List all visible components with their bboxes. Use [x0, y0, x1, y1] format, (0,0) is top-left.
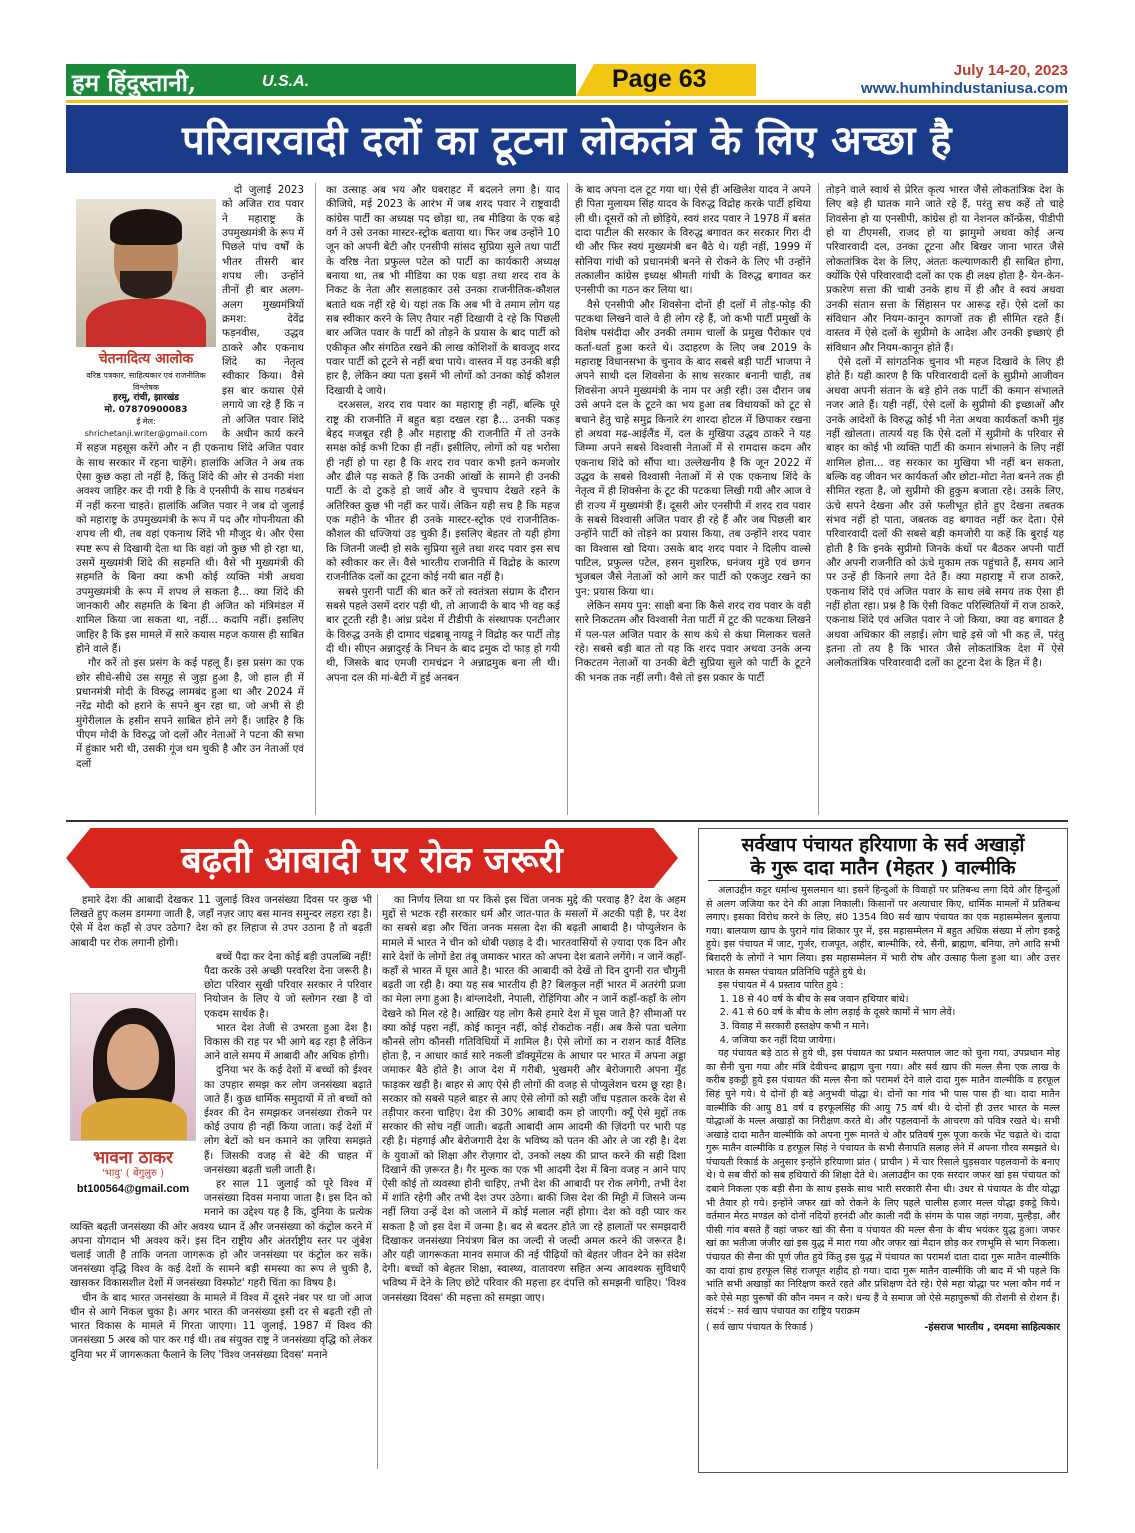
article3-headline-line1: सर्वखाप पंचायत हरियाणा के सर्व अखाड़ों	[741, 834, 1025, 856]
article2-column-2	[382, 894, 686, 1469]
author-card	[70, 993, 196, 1207]
author-phone: मो. 07870900083	[104, 404, 188, 415]
paragraph: गौर करें तो इस प्रसंग के कई पहलू हैं। इस प्रसंग का एक छोर सीधे-सीधे उस समूह से जुड़ा हुआ है, जो हाल ही में प्रधानमंत्री मोदी के विरुद्ध लामबंद हुआ था और 2024 में नरेंद्र मोदी को हराने के सपने बुन रहा था, जो अभी से ही मुंगेरीलाल के हसीन सपने साबित होने लगे हैं। जाहिर है कि पीएम मोदी के विरुद्ध जो दलों और नेताओं ने पटना की सभा में हुंकार भरी थी, उसकी गूंज थम चुकी है और उन नेताओं एवं दलों	[76, 657, 304, 770]
author-photo	[76, 199, 216, 347]
masthead-rule	[66, 100, 1068, 103]
paragraph: ऐसे दलों में सांगठनिक चुनाव भी महज दिखावे के लिए ही होते हैं। यही कारण है कि परिवारवादी दलों के सुप्रीमो आजीवन अथवा अपनी संतान के बड़े होने तक पार्टी की कमान संभालते नजर आते हैं। यही नहीं, ऐसे दलों के सुप्रीमो की इच्छाओं और उनके आदेशों के विरुद्ध कोई भी नेता अथवा कार्यकर्ता कभी मुंह नहीं खोलता। तात्पर्य यह कि ऐसे दलों में सुप्रीमो के परिवार से बाहर का कोई भी व्यक्ति पार्टी की कमान संभालने के लिए नहीं शामिल होता... वह सरकार का मुखिया भी नहीं बन सकता, बल्कि वह जीवन भर कार्यकर्ता और छोटा-मोटा नेता बनने तक ही सीमित रहता है, जो सुप्रीमो की हुकुम बजाता रहे। उसके लिए, ऊंचे सपने देखना और उसे फलीभूत होते हुए देखना तबतक संभव नहीं हो पाता, जबतक वह बगावत नहीं कर देता। ऐसे परिवारवादी दलों की सबसे बड़ी कमजोरी या कहें कि बुराई यह होती है कि इनके सुप्रीमो जिनके कंधों पर बैठकर अपनी पार्टी और अपनी राजनीति को ऊंचे मुकाम तक पहुंचाते हैं, समय आने पर उन्हें ही किनारे लगा देते हैं। क्या महाराष्ट्र में राज ठाकरे, एकनाथ शिंदे एवं अजित पवार के साथ लंबे समय तक ऐसा ही नहीं होता रहा। प्रश्न है कि ऐसी विकट परिस्थितियों में राज ठाकरे, एकनाथ शिंदे एवं अजित पवार ने जो किया, क्या वह बगावत है अथवा अधिकार की लड़ाई। लोग चाहे इसे जो भी कह लें, परंतु इतना तो तय है कि भारत जैसे लोकतांत्रिक देश में ऐसे अलोकतांत्रिक परिवारवादी दलों का टूटना देश के हित में है।	[826, 356, 1064, 670]
paragraph: यह पंचायत बड़े ठाठ से हुये थी, इस पंचायत का प्रधान मस्तपाल जाट को चुना गया, उपप्रधान मोह का सैनी चुना गया और मंत्रि देवीचन्द ब्राह्मण चुना गया। और सर्व खाप की मल्ल सैना एक लाख के करीब इकट्ठी हुये इस पंचायत की मल्ल सैना को परामर्श देने वाले दादा गुरू मातैन वाल्मीकि व हरफूल सिहं चुने गये। ये दोनों ही बड़े अनुभवी योद्धा थे। दोनों का गांव भी पास पास ही था। दादा मातैन वाल्मीकि की आयु 81 वर्ष व हरफूलसिंह की आयु 75 वर्ष थी। ये दोनों ही उत्तर भारत के मल्ल योद्धाओं के मल्ल अखाड़ों का निरीक्षण करते थे। और पहलवानों के आचरण को पवित्र रखते थे। सभी अखाड़े दादा मातैन वाल्मीकि को अपना गुरू मानते थे और प्रतिवर्ष गुरू पूजा करके भेंट चढ़ाते थे। दादा गुरू मातैन वाल्मीकि व हरफूल सिहं ने पंचायत के सभी सैनापति सलाह लेने में अपना गौरव समझते थे। पंचायती रिकार्ड के अनुसार इन्होंने हरियाणा प्रांत ( प्राचीन ) में चार रिसाले घुड़सवार पहलवानों के बनाए थे। ये सब वीरों को सब हथियारों की शिक्षा देते थे। अलाउद्दीन का एक सरदार जफर खां इस पंचायत को दबाने निकला एक बड़ी सैना के साथ इसके साथ भारी सरकारी सैना थी। उधर से पंचायत के वीर योद्धा भी तैयार हो गये। इन्होंने जफर खां को रोकने के लिए पहले चालीस हजार मल्ल योद्धा इकट्ठे किये। वर्तमान मेरठ मण्डल को दोनों नदियों हरनंदी और काली नदी के संगम के पास जहां नगवा, मुल्हैड़ा, और पीसी गांव बसते हैं वहां जफर खां की सैना व पंचायत की मल्ल सैना के बीच भयंकर युद्ध हुआ। जफर खां का भतीजा जंजीर खां इस युद्ध में मारा गया और जफर खां मैदान छोड़ कर रणभूमि से भाग निकला। पंचायत की सैना की पूर्ण जीत हुये किंतु इस युद्ध में पंचायत का परामर्श दाता दादा गुरू मातैन वाल्मीकि का दायां हाथ हरफूल सिहं राजपूत शहीद हो गया। दादा गुरू मातैन वाल्मीकि जी बाद में भी पहले कि भांति सभी अखाड़ों का निरिक्षण करते रहते और प्रशिक्षण देते रहे। ऐसे महा योद्धा पर भला कौन गर्व न करे ऐसे महा पुरूषों की कौन नमन न करे। धन्य हैं वे समाज जो ऐसे महापुरूषों की रोशनी से रोशन हैं। संदर्भ :- सर्व खाप पंचायत का राष्ट्रिय पराक्रम	[706, 1048, 1060, 1318]
paragraph: हमारे देश की आबादी देखकर 11 जुलाई विश्व जनसंख्या दिवस पर कुछ भी लिखते हुए कलम डगमगा जाती है, जहाँ नज़र जाए बस मानव समुन्दर लहरा रहा है। ऐसे में देश कहाँ से उपर उठेगा? देश को हर लिहाज से उपर उठाना है तो बढ़ती आबादी पर रोक लगानी होगी।	[70, 895, 372, 949]
list-item: 3. विवाह में सरकारी हस्तक्षेप कभी न माने।	[732, 1020, 1060, 1034]
byline: -हंसराज भारतीय , दमदमा साहित्यकार	[924, 1322, 1060, 1333]
section-divider	[66, 820, 1068, 822]
paragraph: भारत देश तेजी से उभरता हुआ देश है। विकास की राह पर भी आगे बढ़ रहा है लेकिन आने वाले समय में आबादी और अधिक होगी।	[204, 1022, 372, 1063]
paragraph: चीन के बाद भारत जनसंख्या के मामले में विश्व में दूसरे नंबर पर था जो आज चीन से आगे निकल चुका है। अगर भारत की जनसंख्या इसी दर से बढ़ती रही तो भारत विकास के मामले में गिरता जाएगा। 11 जुलाई, 1987 में विश्व की जनसंख्या 5 अरब को पार कर गई थी। तब संयुक्त राष्ट्र ने जनसंख्या वृद्धि को लेकर दुनिया भर में जागरूकता फैलाने के लिए 'विश्व जनसंख्या दिवस' मनाने	[70, 1292, 372, 1361]
article2-column-1	[70, 894, 372, 1469]
paragraph: बच्चें पैदा कर देना कोई बड़ी उपलब्धि नहीं! पैदा करके उसे अच्छी परवरिश देना जरूरी है। छोटा परिवार सुखी परिवार सरकार ने परिवार नियोजन के लिए ये जो स्लोगन रखा है वो एकदम सार्थक है।	[204, 951, 372, 1020]
page-number: Page 63	[612, 65, 707, 93]
list-item: 4. जजिया कर नहीं दिया जायेगा।	[732, 1034, 1060, 1048]
paragraph: दो जुलाई 2023 को अजित राव पवार ने महाराष्ट्र के उपमुख्यमंत्री के रूप में पिछले पांच वर्षों के भीतर तीसरी बार शपथ ली। उन्होंने तीनों ही बार अलग-अलग मुख्यमंत्रियों क्रमश: देवेंद्र फड़नवीस, उद्धव ठाकरे और एकनाथ शिंदे का नेतृत्व स्वीकार किया। वैसे इस बार कयास ऐसे लगाये जा रहे हैं कि न तो अजित पवार शिंदे के अधीन कार्य करने में सहज महसूस करेंगे और न ही एकनाथ शिंदे अजित पवार के साथ सरकार में रहना चाहेंगे। हालांकि अजित ने अब तक ऐसा कुछ कहा तो नहीं है, किंतु शिंदे की ओर से उनकी मंशा अवश्य जाहिर कर दी गयी है कि वे एनसीपी के साथ गठबंधन में नहीं करना चाहते। हालांकि अजित पवार ने जब दो जुलाई को महाराष्ट्र के उपमुख्यमंत्री के रूप में पद और गोपनीयता की शपथ ली थी, तब वहां एकनाथ शिंदे भी मौजूद थे। और ऐसा स्पष्ट रूप से दिखायी देता था कि वहां जो कुछ भी हो रहा था, उसमें मुख्यमंत्री शिंदे की सहमति थी। वैसे भी मुख्यमंत्री की सहमति के बिना क्या कभी कोई व्यक्ति मंत्री अथवा उपमुख्यमंत्री के रूप में शपथ ले सकता है... क्या शिंदे की जानकारी और सहमति के बिना ही अजित को मंत्रिमंडल में शामिल किया जा सकता था, नहीं... कदापि नहीं। इसलिए जाहिर है कि इस मामले में सारे कयास महज कयास ही साबित होने वाले हैं।	[76, 184, 304, 655]
source-note: ( सर्व खाप पंचायत के रिकार्ड )	[706, 1322, 814, 1333]
article1-headline: परिवारवादी दलों का टूटना लोकतंत्र के लिए अच्छा है	[181, 118, 952, 164]
article1-column-1	[76, 183, 304, 815]
list-item: 2. 41 से 60 वर्ष के बीच के लोग लड़ाई के दूसरे कामों में भाग लेवें।	[732, 1006, 1060, 1020]
masthead	[66, 64, 1068, 100]
paragraph: अलाउद्दीन कट्टर धर्मान्ध मुसलमान था। इसने हिन्दुओं के विवाहों पर प्रतिबन्ध लगा दिये और हिन्दुओं से अलग जजिया कर देने की आज्ञा निकाली। किसानों पर अत्याचार किए, धार्मिक मामलों में प्रतिबन्ध लगाए। इसका विरोध करने के लिए, सं0 1354 वि0 सर्व खाप पंचायत का एक महासम्मेलन बुलाया गया। बालयाण खाप के पुराने गांव शिकार पुर में, इस महासम्मेलन में बहुत अधिक संख्या में लोग इकट्ठे हुये। इस पंचायत में जाट, गुर्जर, राजपूत, अहीर, बाल्मीकि, रवे, सैनी, ब्राह्मण, बनिया, तगे आदि सभी बिरादरी के लोगों ने भाग लिया। इस महासम्मेलन में भारी रोष और उत्साह फैला हुआ था। और उत्तर भारत के समस्त पंचायत प्रतिनिधि पहुँते हुये थे।	[706, 885, 1060, 978]
author-name: भावना ठाकर	[93, 1147, 173, 1168]
author-name: चेतनादित्य आलोक	[98, 351, 194, 367]
paragraph: लेकिन समय पुन: साक्षी बना कि कैसे शरद राव पवार के वही सारे निकटतम और विश्वासी नेता पार्टी में टूट की पटकथा लिखने में पल-पल अजित पवार के साथ कंधे से कंधा मिलाकर चलते रहे। सबसे बड़ी बात तो यह कि शरद पवार अथवा उनके अन्य निकटतम नेताओं या उनकी बेटी सुप्रिया सुले को पार्टी के टूटने की भनक तक नहीं लगी। वैसे तो इस प्रकार के पार्टी	[575, 599, 811, 684]
author-email: ई मेल: shrichetanji.writer@gmail.com	[84, 417, 208, 438]
article3-headline-line2: के गुरू दादा मातैन (मेहतर ) वाल्मीकि	[750, 857, 1016, 879]
article1-column-3	[575, 183, 811, 815]
paragraph: वैसे एनसीपी और शिवसेना दोनों ही दलों में तोड़-फोड़ की पटकथा लिखने वाले वे ही लोग रहे हैं, जो कभी पार्टी प्रमुखों के विशेष पसंदीदा और उनकी तमाम चालों के प्रमुख पैरोकार एवं कर्ता-धर्ता हुआ करते थे। उदाहरण के लिए जब 2019 के महाराष्ट्र विधानसभा के चुनाव के बाद सबसे बड़ी पार्टी भाजपा ने अपने साथी दल शिवसेना के साथ सरकार बनानी चाही, तब शिवसेना अपने मुख्यमंत्री के नाम पर अड़ी रही। उस दौरान जब उसे अपने दल के टूटने का भय हुआ तब विधायकों को टूट से बचाने हेतु चाहे समुद्र किनारे रंग शारदा होटल में छिपाकर रखना हो अथवा मढ-आईलैंड में, दल के मुखिया उद्धव ठाकरे ने यह जिम्मा अपने सबसे विश्वासी नेताओं में से रामदास कदम और एकनाथ शिंदे को सौंपा था। उल्लेखनीय है कि जून 2022 में उद्धव के सबसे विश्वासी नेताओं में से एक एकनाथ शिंदे के नेतृत्व में ही शिवसेना के टूट की पटकथा लिखी गयी और आज वे ही राज्य में मुख्यमंत्री हैं। दूसरी ओर एनसीपी में शरद राव पवार के सबसे विश्वासी अजित पवार ही रहे हैं और जब पिछली बार उन्होंने पार्टी को तोड़ने का प्रयास किया, तब उन्होंने शरद पवार का विश्वास खो दिया। उसके बाद शरद पवार ने दिलीप वाल्से पाटिल, प्रफुल्ल पटेल, हसन मुशरिफ, धनंजय मुंडे एवं छगन भुजबल जैसे नेताओं को आगे कर पार्टी को एकजुट रखने का पुन: प्रयास किया था।	[575, 298, 811, 598]
author-email: bt100564@gmail.com	[76, 1182, 190, 1195]
paragraph: दरअसल, शरद राव पवार का महाराष्ट्र ही नहीं, बल्कि पूरे राष्ट्र की राजनीति में बहुत बड़ा दखल रहा है... उनकी पकड़ बेहद मजबूत रही है और महाराष्ट्र की राजनीति में तो उनके समक्ष कोई कभी टिका ही नहीं। इसीलिए, लोगों को यह भरोसा ही नहीं हो पा रहा है कि शरद राव पवार कभी इतने कमजोर और ढीले पड़ सकते हैं कि उनकी आंखों के सामने ही उनकी पार्टी के दो टुकड़े हो जायें और वे चुपचाप देखते रहने के अतिरिक्त कुछ भी नहीं कर पायें। लेकिन यही सच है कि महज एक महीने के भीतर ही उनके मास्टर-स्ट्रोक एवं राजनीतिक-कौशल की धज्जियां उड़ चुकी हैं। इसलिए बेहतर तो यही होगा कि जितनी जल्दी हो सके सुप्रिया सुले तथा शरद पवार इस सच को स्वीकार कर लें। वैसे भारतीय राजनीति में विद्रोह के कारण राजनीतिक दलों का टूटना कोई नयी बात नहीं है।	[326, 399, 560, 584]
issue-date: July 14-20, 2023	[953, 62, 1068, 79]
article3-footer	[706, 1321, 1060, 1335]
paragraph: हर साल 11 जुलाई को पूरे विश्व में जनसंख्या दिवस मनाया जाता है। इस दिन को मनाने का उद्देश्य यह है कि, दुनिया के प्रत्येक व्यक्ति बढ़ती जनसंख्या की ओर अवश्य ध्यान दें और जनसंख्या को कंट्रोल करने में अपना योगदान भी अवश्य करें। इस दिन राष्ट्रीय और अंतर्राष्ट्रीय स्तर पर जुंबेश चलाई जाती है ताकि जनता जागरूक हो और जनसंख्या पर कंट्रोल कर सकें। जनसंख्या वृद्धि विश्व के कई देशों के सामने बड़ी समस्या का रूप ले चुकी है, खासकर विकासशील देशों में जनसंख्या विस्फोट' गहरी चिंता का विषय है।	[70, 1179, 372, 1290]
author-details	[76, 370, 216, 439]
author-role: वरिष्ठ पत्रकार, साहित्यकार एवं राजनीतिक विश्लेषक	[86, 371, 206, 392]
article2-headline: बढ़ती आबादी पर रोक जरूरी	[181, 840, 563, 881]
brand-suffix: U.S.A.	[262, 73, 310, 90]
paragraph: सबसे पुरानी पार्टी की बात करें तो स्वतंत्रता संग्राम के दौरान सबसे पहले उसमें दरार पड़ी थी, तो आजादी के बाद भी वह कई बार टूटती रही है। आंध्र प्रदेश में टीडीपी के संस्थापक एनटीआर के विरुद्ध उनके ही दामाद चंद्रबाबू नायडू ने विद्रोह कर पार्टी तोड़ दी थी। सीएन अन्नादुरई के निधन के बाद द्रमुक दो फाड़ हो गयी थी, जिसके बाद एमजी रामचंद्रन ने अन्नाद्रमुक बना ली थी। अपना दल की मां-बेटी में हुई अनबन	[326, 585, 560, 684]
column-divider	[567, 183, 568, 815]
article1-column-2	[326, 183, 560, 815]
headline-band	[66, 105, 1068, 173]
article3-headline	[698, 834, 1068, 880]
paragraph: का उत्साह अब भय और घबराहट में बदलने लगा है। याद कीजिये, मई 2023 के आरंभ में जब शरद पवार ने राष्ट्रवादी कांग्रेस पार्टी का अध्यक्ष पद छोड़ा था, तब मीडिया के एक बड़े वर्ग ने उसे उनका मास्टर-स्ट्रोक बताया था। फिर जब उन्होंने 10 जून को अपनी बेटी और एनसीपी सांसद सुप्रिया सुले तथा पार्टी के वरिष्ठ नेता प्रफुल्ल पटेल को पार्टी का कार्यकारी अध्यक्ष बनाया था, तब भी मीडिया का एक धड़ा तथा शरद राव के निकट के नेता और सलाहकार उसे उनका राजनीतिक-कौशल बताते थक नहीं रहे थे। यहां तक कि अब भी वे तमाम लोग यह सब स्वीकार करने के लिए तैयार नहीं दिखायी दे रहे कि पिछली बार अजित पवार के पार्टी को तोड़ने के प्रयास के बाद पार्टी को एकीकृत और संगठित रखने की लाख कोशिशों के बावजूद शरद पवार पार्टी को टूटने से नहीं बचा पाये। वास्तव में यह उनकी बड़ी हार है, लेकिन क्या पता इसमें भी लोगों को उनका कोई कौशल दिखायी दे जाये।	[326, 184, 560, 397]
author-photo	[70, 993, 196, 1141]
author-place: हरमू, रांची, झारखंड	[113, 393, 179, 403]
column-divider	[377, 894, 378, 1469]
article3-body	[706, 884, 1060, 1464]
headline-underline	[708, 880, 1058, 881]
author-card	[76, 199, 216, 438]
website-link[interactable]: www.humhindustaniusa.com	[861, 80, 1068, 97]
author-city: 'भावु' ( बेंगुलुरु )	[101, 1167, 165, 1179]
paragraph: दुनिया भर के कई देशों में बच्चों को ईश्वर का उपहार समझ कर लोग जनसंख्या बढ़ाते जाते हैं। कुछ धार्मिक समुदायों में तो बच्चों को ईश्वर की देन समझकर जनसंख्या रोकने पर कोई उपाय ही नहीं किया जाता। कई देशों में लोग बेटों को धन कमाने का ज़रिया समझते हैं। जिसकी वजह से बेटे की चाहत में जनसंख्या बढ़ती चली जाती है।	[204, 1065, 372, 1176]
article1-column-4	[826, 183, 1064, 815]
resolutions-intro: इस पंचायत में 4 प्रस्ताव पारित हुये :	[718, 980, 844, 992]
paragraph: का निर्णय लिया था पर किसे इस चिंता जनक मुद्दे की परवाह है? देश के अहम मुद्दों से भटक रही सरकार धर्म और जात-पात के मसलों में अटकी पड़ी है, पर देश का सबसे बड़ा और चिंता जनक मसला देश की बढ़ती आबादी है। पोप्युलेशन के मामले में भारत ने चीन को धोबी पछाड़ दे दी। भारतवासियों से ज़्यादा एक दिन और सारे देशों के लोगों डेरा तंबू जमाकर भारत को अपना देश बताने लगेंगे। न जानें कहाँ-कहाँ से भारत में घूस आते है। भारत की आबादी को देखें तो दिन दुगनी रात चौगुनी बढ़ती जा रही है। क्या यह सब भारतीय ही है? बिलकुल नहीं भारत में अतरंगी प्रजा का मेला लगा हुआ है। बांग्लादेशी, नेपाली, रोहिंगिया और न जानें कहाँ-कहाँ के लोग देखने को मिल रहे है। आख़िर यह लोग कैसे हमारे देश में घूस जाते है? सीमाओं पर क्या कोई पहरा नहीं, कोई कानून नहीं, कोई रोकटोक नहीं। अब कैसे पता चलेगा कौनसे लोग कौनसी गतिविधियों में शामिल है। ऐसे लोगों का न राशन कार्ड वैलिड होता है, न आधार कार्ड सारे नकली डॉक्यूमेंटस के आधार पर भारत में अपना अड्डा जमाकर बैठे होते है। आज देश में गरीबी, भुखमरी और बेरोजगारी अपना मुँह फाड़कर खड़ी है। बाहर से आए ऐसे ही लोगों की वजह से पोप्युलेशन चरम छू रहा है। सरकार को सबसे पहले बाहर से आए ऐसे लोगों को सही जाँच पड़ताल करके देश से तड़ीपार करना चाहिए। देश की 30% आबादी कम हो जाएगी। क्यूँ ऐसे मुद्दों तक सरकार की सोच नहीं जाती। बढ़ती आबादी आम आदमी की ज़िंदगी पर भारी पड़ रही है। मंहगाई और बेरोजगारी देश के भविष्य को पतन की ओर ले जा रही है। देश के युवाओं को शिक्षा और रोज़गार दो, उनको लक्ष्य की प्राप्त करने की सही दिशा दिखाने की ज़रूरत है। गैर मुल्क का एक भी आदमी देश में बिना वजह न आने पाए ऐसी कोई तो व्यवस्था होनी चाहिए, तभी देश की आबादी पर रोक लगेगी, तभी देश में शांति रहेगी और तभी देश उपर उठेगा। बाकी जिस देश की मिट्टी में जिसने जन्म नहीं लिया उन्हें देश को जलाने में कोई मलाल नहीं होगा। देश को वही प्यार कर सकता है जो इस देश में जन्मा है। बद से बदतर होते जा रहे हालातों पर समझदारी दिखाकर जनसंख्या नियंत्रण बिल का जल्दी से जल्दी अमल करने की जरूरत है। और यही जागरूकता मानव समाज की नई पीढ़ियों को बेहतर जीवन देने का संदेश देगी। बच्चों को बेहतर शिक्षा, स्वास्थ्य, वातावरण सहित अन्य आवश्यक सुविधाएँ भविष्य में देने के लिए छोटे परिवार की महत्ता हर दंपत्ति को समझनी चाहिए। 'विश्व जनसंख्या दिवस' की महत्ता को समझा जाए।	[382, 895, 686, 1304]
column-divider	[818, 183, 819, 815]
paragraph: के बाद अपना दल टूट गया था। ऐसे ही अखिलेश यादव ने अपने ही पिता मुलायम सिंह यादव के विरुद्ध विद्रोह करके पार्टी हथिया ली थी। दूसरों को तो छोड़िये, स्वयं शरद पवार ने 1978 में बसंत दादा पाटील की सरकार के विरुद्ध बगावत कर सरकार गिरा दी थी और फिर स्वयं मुख्यमंत्री बन बैठे थे। यही नहीं, 1999 में सोनिया गांधी को प्रधानमंत्री बनने से रोकने के लिए भी उन्होंने तत्कालीन कांग्रेस इध्यक्ष श्रीमती गांधी के विरुद्ध बगावत कर एनसीपी का गठन कर लिया था।	[575, 184, 811, 297]
column-divider	[315, 183, 316, 815]
list-item: 1. 18 से 40 वर्ष के बीच के सब जवान हथियार बांधे।	[732, 993, 1060, 1007]
brand-name: हम हिंदुस्तानी,	[72, 68, 197, 97]
paragraph: तोड़ने वाले स्वार्थ से प्रेरित कृत्य भारत जैसे लोकतांत्रिक देश के लिए बड़े ही घातक माने जाते रहे हैं, परंतु सच कहें तो चाहे शिवसेना हो या एनसीपी, कांग्रेस हो या नेशनल कॉन्फ्रेंस, पीडीपी हो या टीएमसी, राजद हो या झामुमो अथवा कोई अन्य परिवारवादी दल, उनका टूटना और बिखर जाना भारत जैसे लोकतांत्रिक देश के लिए, अंततः कल्याणकारी ही साबित होगा, क्योंकि ऐसे परिवारवादी दलों का एक ही लक्ष्य होता है- येन-केन-प्रकारेण सत्ता की चाबी उनके हाथ में ही और वे स्वयं अथवा उनकी संतान सत्ता के सिंहासन पर आरूढ़ रहें। ऐसे दलों का संविधान और नियम-कानून कागजों तक ही सीमित रहते हैं। वास्तव में ऐसे दलों के सुप्रीमो के आदेश और उनकी इच्छाएं ही संविधान और नियम-कानून होते हैं।	[826, 184, 1064, 354]
resolutions-list	[732, 993, 1060, 1047]
